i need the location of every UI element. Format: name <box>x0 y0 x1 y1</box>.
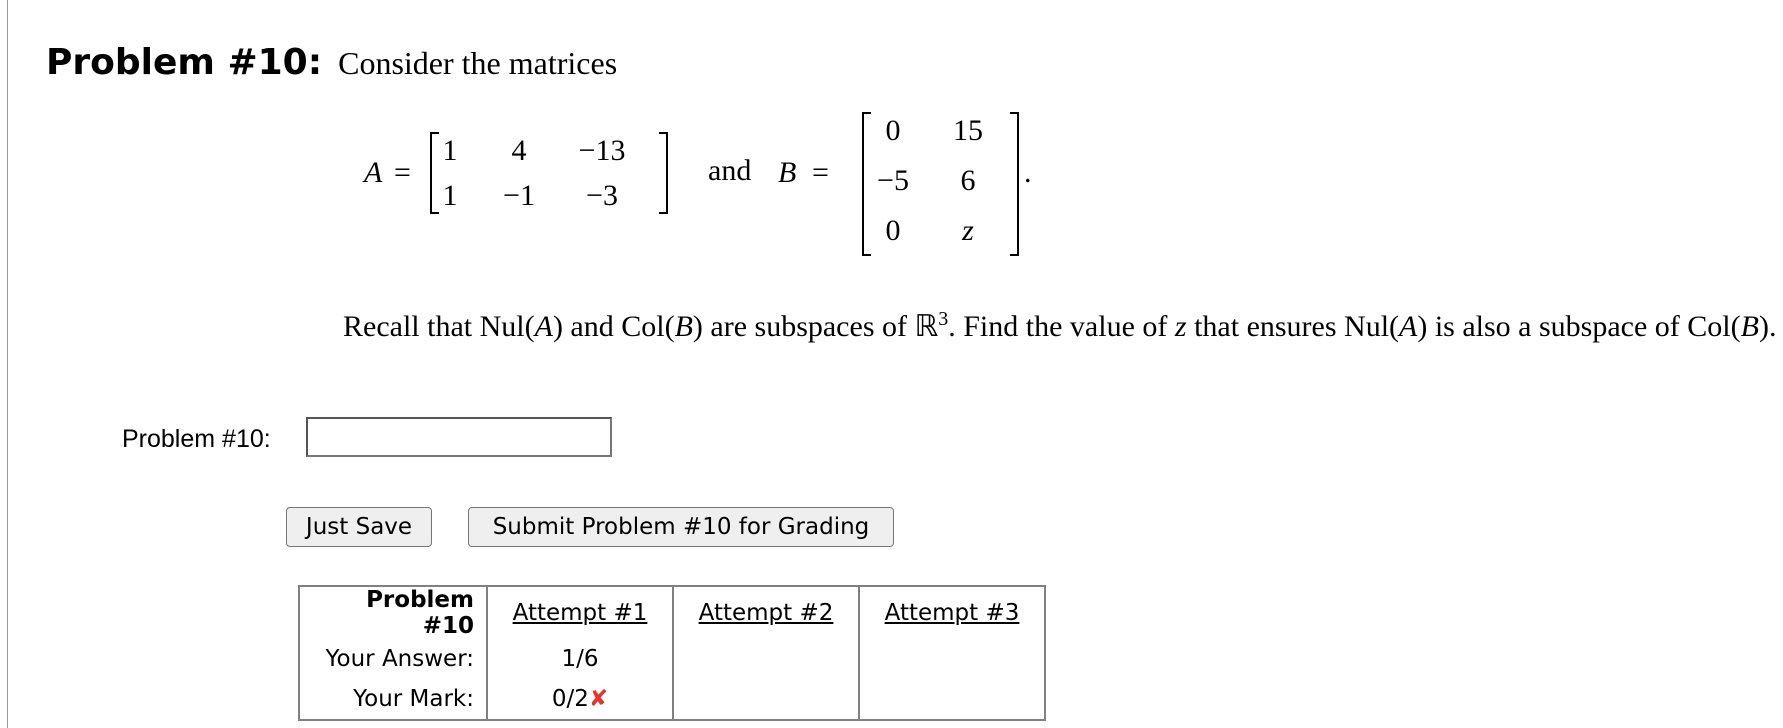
submit-for-grading-button[interactable]: Submit Problem #10 for Grading <box>468 507 894 547</box>
problem-intro: Consider the matrices <box>338 45 618 81</box>
problem-title: Problem #10: <box>46 42 323 83</box>
equals-sign-b: = <box>812 156 829 189</box>
attempt-2-answer <box>673 639 859 679</box>
attempt-2-mark <box>673 679 859 720</box>
period: . <box>1024 156 1032 189</box>
table-row <box>299 679 1045 720</box>
attempt-2-link[interactable]: Attempt #2 <box>673 586 859 639</box>
question-text-var: z <box>1174 310 1187 343</box>
matrix-a-cell: −3 <box>586 179 618 212</box>
matrix-a-cell: 4 <box>511 134 527 167</box>
matrix-a-right-bracket <box>659 132 668 214</box>
attempt-1-mark-cell <box>487 679 673 720</box>
question-text-part: ). <box>1758 310 1777 343</box>
matrix-definitions <box>364 114 1032 278</box>
attempt-3-answer <box>859 639 1045 679</box>
table-row <box>299 639 1045 679</box>
question-text-var: B <box>1740 310 1759 343</box>
question-text <box>343 300 1783 346</box>
question-text-part: that ensures Nul( <box>1186 310 1400 343</box>
problem-heading <box>46 42 617 83</box>
attempt-1-mark: 0/2 <box>551 686 589 712</box>
matrix-b-right-bracket <box>1010 112 1019 256</box>
question-text-var: B <box>674 310 693 343</box>
attempts-table <box>298 585 1046 721</box>
matrix-a-cell: −13 <box>578 134 626 167</box>
matrix-b-cell: 0 <box>885 214 901 247</box>
answer-input[interactable] <box>306 417 612 457</box>
attempt-3-link[interactable]: Attempt #3 <box>859 586 1045 639</box>
cross-icon: ✘ <box>588 686 609 712</box>
question-text-part: ) and Col( <box>552 310 675 343</box>
your-mark-label: Your Mark: <box>353 686 474 712</box>
question-text-part: ) is also a subspace of Col( <box>1417 310 1741 343</box>
left-border <box>7 0 8 728</box>
question-text-var: A <box>534 310 553 343</box>
answer-label: Problem #10: <box>122 425 271 453</box>
and-text: and <box>708 154 752 187</box>
just-save-button[interactable]: Just Save <box>286 507 432 547</box>
matrix-a-cell: 1 <box>442 134 458 167</box>
question-text-part: . Find the value of <box>948 310 1175 343</box>
matrix-a-cell: 1 <box>442 179 458 212</box>
matrix-a-cell: −1 <box>503 179 535 212</box>
question-text-exponent: 3 <box>938 308 949 330</box>
matrix-b-label: B <box>778 156 797 189</box>
table-header-problem: Problem #10 <box>366 587 474 639</box>
attempt-1-link[interactable]: Attempt #1 <box>487 586 673 639</box>
matrix-b-cell: 0 <box>885 114 901 147</box>
equals-sign-a: = <box>394 156 411 189</box>
question-text-var: A <box>1399 310 1418 343</box>
matrix-a-label: A <box>364 156 383 189</box>
question-text-part: Recall that Nul( <box>343 310 535 343</box>
question-text-part: ) are subspaces of ℝ <box>692 310 939 343</box>
table-row <box>299 586 1045 639</box>
attempt-3-mark <box>859 679 1045 720</box>
matrix-b-cell: −5 <box>877 164 909 197</box>
matrix-b-cell: 6 <box>960 164 976 197</box>
your-answer-label: Your Answer: <box>325 646 474 672</box>
attempt-1-answer: 1/6 <box>487 639 673 679</box>
matrix-b-cell: 15 <box>953 114 983 147</box>
matrix-b-cell: z <box>962 214 974 247</box>
